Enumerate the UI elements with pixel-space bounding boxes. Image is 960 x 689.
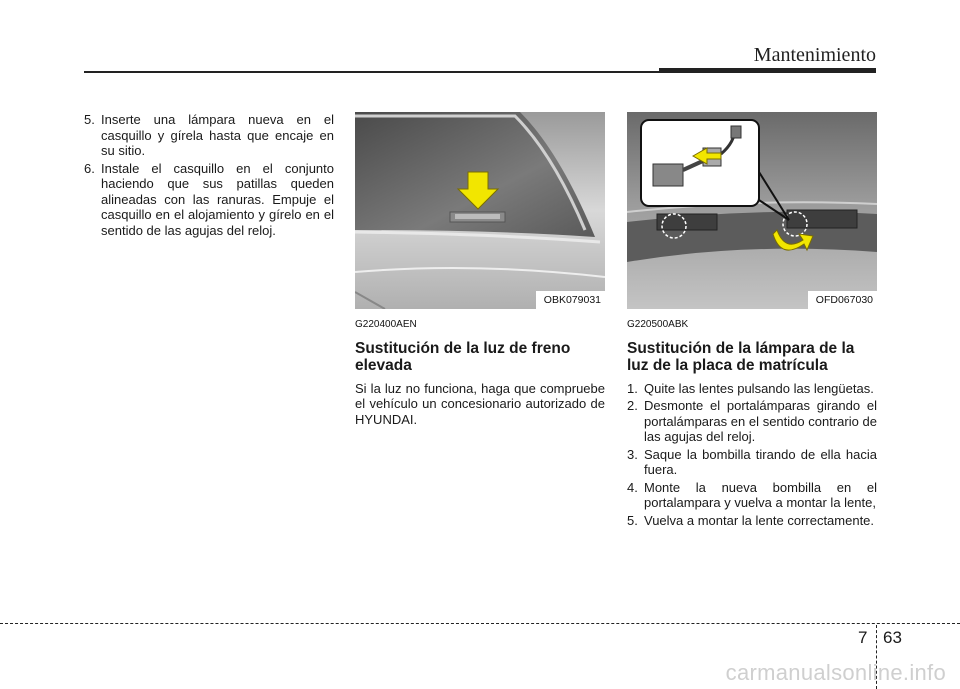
step-item (627, 447, 877, 478)
footer-rule (0, 623, 960, 624)
step-number: 4. (627, 479, 638, 495)
license-plate-lamp-figure (627, 112, 877, 309)
step-number: 5. (627, 512, 638, 528)
header-rule-accent (659, 68, 876, 73)
step-item (627, 381, 877, 397)
step-item (627, 398, 877, 445)
right-column (627, 112, 877, 530)
license-lamp-illustration (627, 112, 877, 309)
page-number: 63 (883, 628, 902, 647)
figure-code: OFD067030 (808, 291, 877, 310)
step-text: Monte la nueva bombilla en el portalampara y vuelva a montar la lente, (644, 479, 877, 510)
section-code: G220400AEN (355, 319, 417, 330)
page-header-title: Mantenimiento (753, 44, 876, 66)
left-column (84, 112, 334, 240)
section-title: Sustitución de la lámpara de la luz de la placa de matrícula (627, 339, 855, 374)
step-number: 5. (84, 112, 95, 127)
section-paragraph: Si la luz no funciona, haga que compruebe el vehículo un concesionario autorizado de HYUNDAI. (355, 380, 605, 427)
step-number: 3. (627, 446, 638, 462)
step-text: Desmonte el portalámparas girando el portalámparas en el sentido contrario de las agujas del reloj. (644, 398, 877, 444)
step-number: 2. (627, 398, 638, 413)
step-text: Quite las lentes pulsando las lengüetas. (644, 380, 874, 396)
step-text: Vuelva a montar la lente correctamente. (644, 512, 875, 528)
section-title: Sustitución de la luz de freno elevada (355, 339, 571, 374)
step-number: 6. (84, 160, 95, 176)
step-item (627, 513, 877, 529)
step-text: Instale el casquillo en el conjunto haciendo que sus patillas queden alineadas con las ranuras. Empuje el casquillo en el alojamiento y gírelo en el sentido de las agujas del reloj. (101, 160, 334, 238)
step-text: Saque la bombilla tirando de ella hacia fuera. (644, 446, 877, 477)
watermark-text: carmanualsonline.info (725, 660, 946, 685)
step-item (627, 480, 877, 511)
figure-code: OBK079031 (536, 291, 605, 310)
section-code: G220500ABK (627, 319, 689, 330)
step-number: 1. (627, 380, 638, 396)
step-item (84, 161, 334, 239)
rear-window-illustration (355, 112, 605, 309)
page-chapter-number: 7 (858, 628, 868, 647)
brake-light-figure (355, 112, 605, 309)
step-text: Inserte una lámpara nueva en el casquillo y gírela hasta que encaje en su sitio. (101, 112, 334, 158)
middle-column (355, 112, 605, 427)
step-item (84, 112, 334, 159)
